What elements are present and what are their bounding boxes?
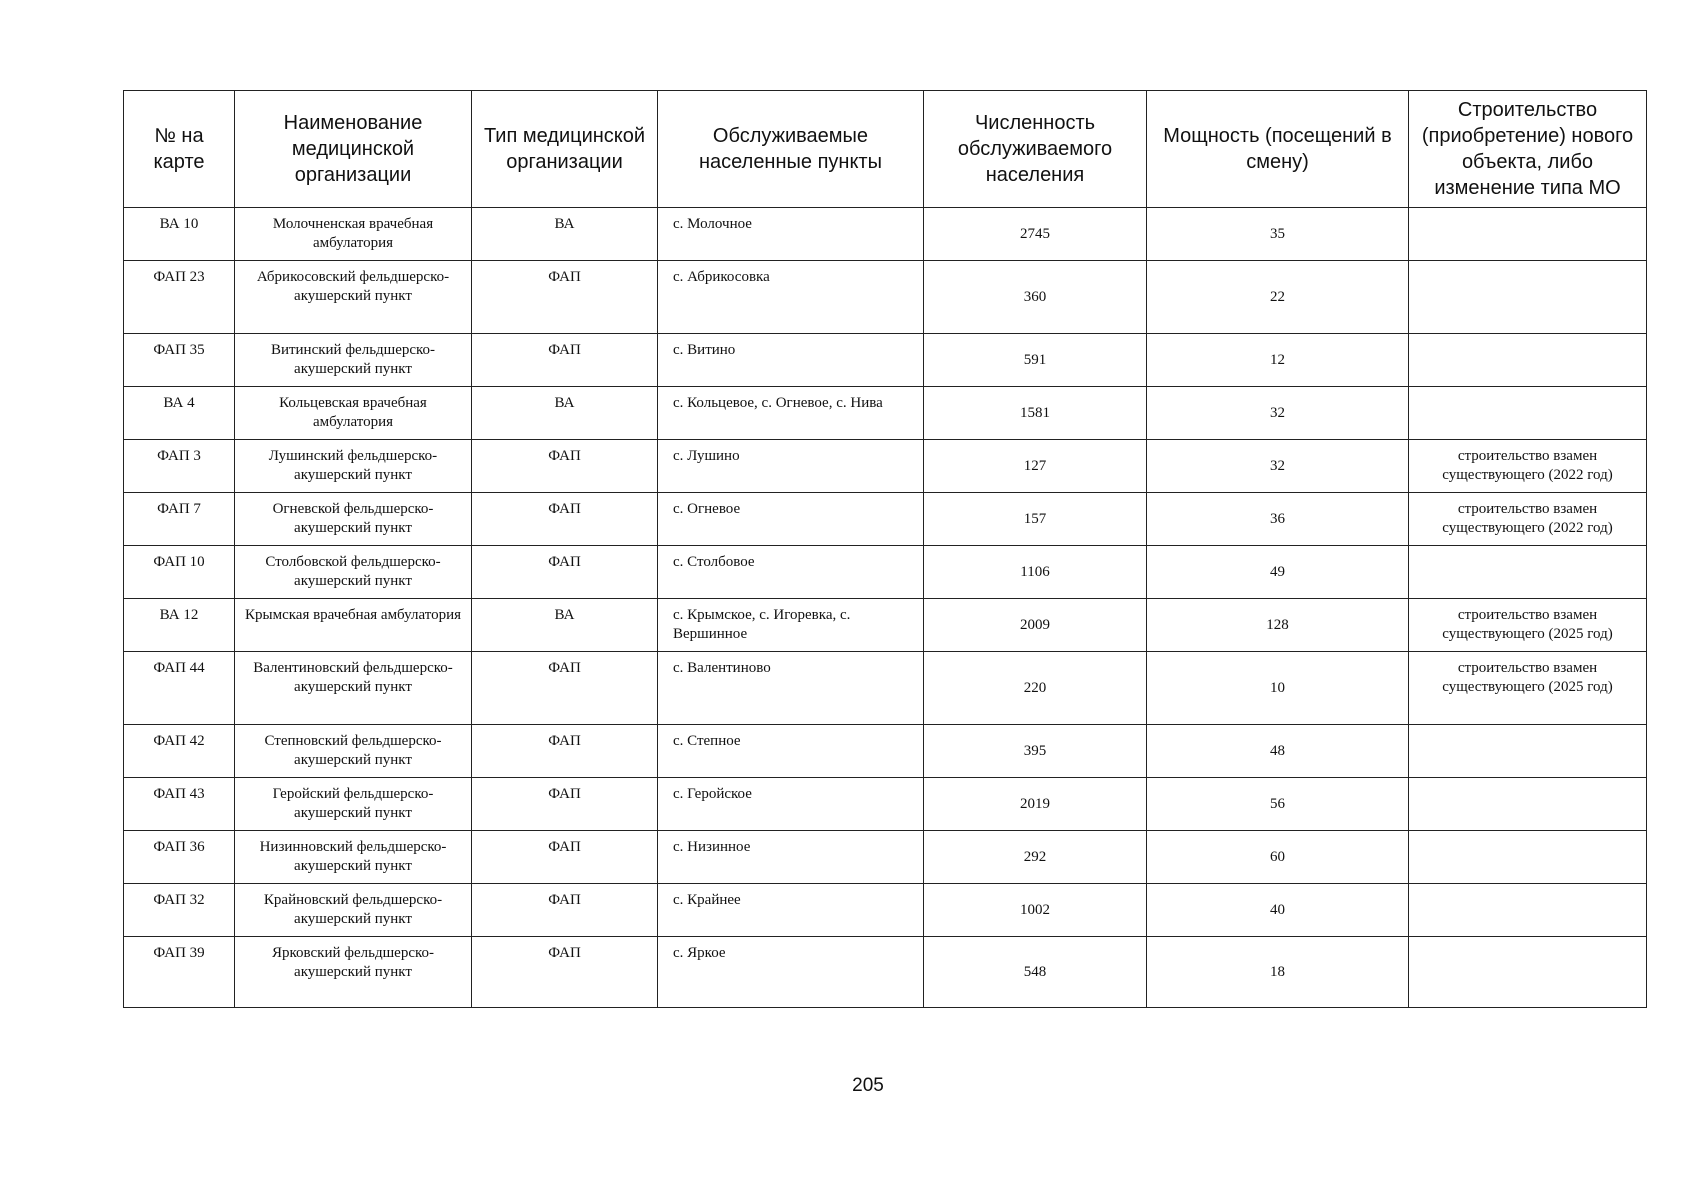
header-organization-name: Наименование медицинской организации — [235, 91, 472, 208]
row-construction: строительство взамен существующего (2022 год) — [1409, 440, 1647, 493]
table-row — [124, 937, 1647, 1008]
row-capacity: 10 — [1147, 652, 1409, 725]
row-construction — [1409, 937, 1647, 1008]
row-capacity: 60 — [1147, 831, 1409, 884]
row-construction — [1409, 261, 1647, 334]
row-capacity: 12 — [1147, 334, 1409, 387]
row-population: 1581 — [924, 387, 1147, 440]
row-construction — [1409, 831, 1647, 884]
row-localities: с. Валентиново — [658, 652, 924, 725]
row-construction — [1409, 387, 1647, 440]
row-construction — [1409, 208, 1647, 261]
row-construction — [1409, 778, 1647, 831]
row-localities: с. Столбовое — [658, 546, 924, 599]
row-organization-name: Кольцевская врачебная амбулатория — [235, 387, 472, 440]
row-capacity: 128 — [1147, 599, 1409, 652]
row-construction — [1409, 884, 1647, 937]
table-row — [124, 334, 1647, 387]
row-capacity: 32 — [1147, 387, 1409, 440]
row-organization-name: Огневской фельдшерско-акушерский пункт — [235, 493, 472, 546]
row-map-number: ФАП 42 — [124, 725, 235, 778]
row-localities: с. Крайнее — [658, 884, 924, 937]
row-localities: с. Яркое — [658, 937, 924, 1008]
row-population: 127 — [924, 440, 1147, 493]
row-organization-type: ФАП — [472, 334, 658, 387]
row-organization-type: ФАП — [472, 778, 658, 831]
table-row — [124, 387, 1647, 440]
row-localities: с. Геройское — [658, 778, 924, 831]
row-organization-type: ФАП — [472, 546, 658, 599]
row-map-number: ФАП 32 — [124, 884, 235, 937]
row-localities: с. Степное — [658, 725, 924, 778]
row-map-number: ФАП 44 — [124, 652, 235, 725]
row-localities: с. Лушино — [658, 440, 924, 493]
row-organization-type: ВА — [472, 599, 658, 652]
table-row — [124, 884, 1647, 937]
row-capacity: 49 — [1147, 546, 1409, 599]
row-localities: с. Кольцевое, с. Огневое, с. Нива — [658, 387, 924, 440]
table-row — [124, 778, 1647, 831]
row-organization-type: ФАП — [472, 261, 658, 334]
row-organization-name: Столбовской фельдшерско-акушерский пункт — [235, 546, 472, 599]
medical-organizations-table — [123, 90, 1647, 1008]
row-localities: с. Витино — [658, 334, 924, 387]
header-capacity: Мощность (посещений в смену) — [1147, 91, 1409, 208]
row-construction — [1409, 725, 1647, 778]
row-population: 1106 — [924, 546, 1147, 599]
row-population: 1002 — [924, 884, 1147, 937]
row-population: 395 — [924, 725, 1147, 778]
table-row — [124, 261, 1647, 334]
row-population: 591 — [924, 334, 1147, 387]
row-construction — [1409, 546, 1647, 599]
table-row — [124, 208, 1647, 261]
row-map-number: ВА 10 — [124, 208, 235, 261]
row-organization-name: Абрикосовский фельдшерско- акушерский пункт — [235, 261, 472, 334]
header-served-population: Численность обслуживаемого населения — [924, 91, 1147, 208]
row-population: 2019 — [924, 778, 1147, 831]
table-row — [124, 440, 1647, 493]
row-map-number: ФАП 10 — [124, 546, 235, 599]
row-localities: с. Абрикосовка — [658, 261, 924, 334]
row-organization-name: Молочненская врачебная амбулатория — [235, 208, 472, 261]
row-map-number: ФАП 39 — [124, 937, 235, 1008]
row-construction: строительство взамен существующего (2022 год) — [1409, 493, 1647, 546]
row-construction: строительство взамен существующего (2025 год) — [1409, 652, 1647, 725]
row-organization-name: Лушинский фельдшерско-акушерский пункт — [235, 440, 472, 493]
row-organization-name: Геройский фельдшерско-акушерский пункт — [235, 778, 472, 831]
row-population: 157 — [924, 493, 1147, 546]
header-map-number: № на карте — [124, 91, 235, 208]
row-capacity: 56 — [1147, 778, 1409, 831]
row-capacity: 36 — [1147, 493, 1409, 546]
row-organization-type: ВА — [472, 208, 658, 261]
row-capacity: 32 — [1147, 440, 1409, 493]
row-map-number: ВА 4 — [124, 387, 235, 440]
row-map-number: ФАП 23 — [124, 261, 235, 334]
table-row — [124, 599, 1647, 652]
row-organization-name: Крайновский фельдшерско-акушерский пункт — [235, 884, 472, 937]
header-organization-type: Тип медицинской организации — [472, 91, 658, 208]
table-header-row — [124, 91, 1647, 208]
row-organization-name: Ярковский фельдшерско-акушерский пункт — [235, 937, 472, 1008]
row-organization-type: ФАП — [472, 884, 658, 937]
row-organization-name: Витинский фельдшерско-акушерский пункт — [235, 334, 472, 387]
row-map-number: ФАП 36 — [124, 831, 235, 884]
row-capacity: 48 — [1147, 725, 1409, 778]
header-construction: Строительство (приобретение) нового объекта, либо изменение типа МО — [1409, 91, 1647, 208]
row-organization-name: Валентиновский фельдшерско- акушерский пункт — [235, 652, 472, 725]
row-population: 2009 — [924, 599, 1147, 652]
row-organization-name: Крымская врачебная амбулатория — [235, 599, 472, 652]
row-localities: с. Низинное — [658, 831, 924, 884]
row-organization-type: ФАП — [472, 937, 658, 1008]
table-row — [124, 493, 1647, 546]
table-row — [124, 652, 1647, 725]
row-construction: строительство взамен существующего (2025 год) — [1409, 599, 1647, 652]
row-organization-name: Низинновский фельдшерско-акушерский пункт — [235, 831, 472, 884]
row-organization-type: ФАП — [472, 652, 658, 725]
row-map-number: ФАП 43 — [124, 778, 235, 831]
row-organization-name: Степновский фельдшерско-акушерский пункт — [235, 725, 472, 778]
table-row — [124, 546, 1647, 599]
row-localities: с. Крымское, с. Игоревка, с. Вершинное — [658, 599, 924, 652]
row-capacity: 22 — [1147, 261, 1409, 334]
row-population: 2745 — [924, 208, 1147, 261]
row-population: 360 — [924, 261, 1147, 334]
row-organization-type: ВА — [472, 387, 658, 440]
table-body — [124, 208, 1647, 1008]
row-population: 220 — [924, 652, 1147, 725]
page-number: 205 — [852, 1075, 884, 1096]
row-map-number: ФАП 35 — [124, 334, 235, 387]
row-map-number: ВА 12 — [124, 599, 235, 652]
row-map-number: ФАП 7 — [124, 493, 235, 546]
row-localities: с. Огневое — [658, 493, 924, 546]
row-map-number: ФАП 3 — [124, 440, 235, 493]
row-capacity: 35 — [1147, 208, 1409, 261]
row-capacity: 18 — [1147, 937, 1409, 1008]
row-localities: с. Молочное — [658, 208, 924, 261]
row-organization-type: ФАП — [472, 831, 658, 884]
table-row — [124, 831, 1647, 884]
row-organization-type: ФАП — [472, 493, 658, 546]
row-organization-type: ФАП — [472, 725, 658, 778]
row-population: 548 — [924, 937, 1147, 1008]
row-organization-type: ФАП — [472, 440, 658, 493]
row-construction — [1409, 334, 1647, 387]
row-population: 292 — [924, 831, 1147, 884]
row-capacity: 40 — [1147, 884, 1409, 937]
table-row — [124, 725, 1647, 778]
header-served-localities: Обслуживаемые населенные пункты — [658, 91, 924, 208]
